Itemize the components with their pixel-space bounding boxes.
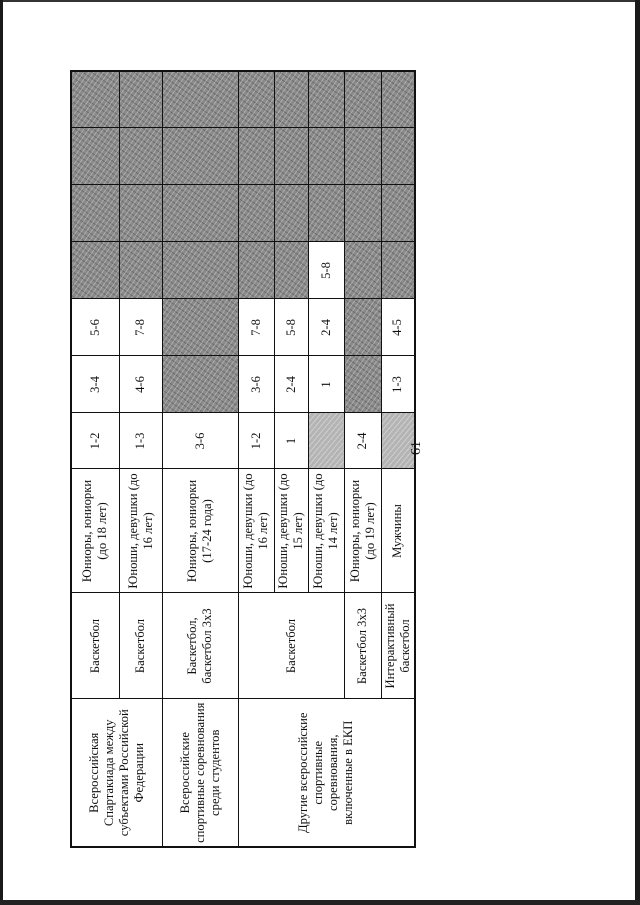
- value-cell: 3-6: [162, 413, 238, 469]
- shaded-cell: [344, 242, 381, 299]
- group-cell: Юноши, девушки (до 16 лет): [119, 469, 162, 593]
- shaded-cell: [381, 185, 415, 242]
- table-row: [238, 71, 274, 847]
- shaded-cell: [344, 185, 381, 242]
- shaded-cell: [162, 185, 238, 242]
- group-cell: Юноши, девушки (до 14 лет): [308, 469, 344, 593]
- shaded-cell: [274, 242, 308, 299]
- scan-edge-left: [0, 0, 3, 905]
- shaded-cell: [274, 128, 308, 185]
- value-cell: 7-8: [119, 299, 162, 356]
- value-cell: 4-5: [381, 299, 415, 356]
- shaded-cell: [119, 242, 162, 299]
- shaded-cell: [308, 185, 344, 242]
- shaded-cell: [238, 242, 274, 299]
- shaded-cell: [71, 185, 119, 242]
- sport-cell: Баскетбол: [71, 593, 119, 699]
- sport-cell: Баскетбол 3х3: [344, 593, 381, 699]
- event-cell: Другие всероссийские спортивные соревнования, включенные в ЕКП: [238, 699, 415, 847]
- shaded-cell: [238, 128, 274, 185]
- scan-edge-top: [0, 0, 640, 2]
- shaded-cell: [381, 71, 415, 128]
- rotated-table-container: [70, 72, 424, 848]
- group-cell: Юниоры, юниорки (до 19 лет): [344, 469, 381, 593]
- value-cell: 3-6: [238, 356, 274, 413]
- shaded-cell: [344, 356, 381, 413]
- value-cell: 2-4: [308, 299, 344, 356]
- value-cell: 1-3: [381, 356, 415, 413]
- sport-cell: Баскетбол: [238, 593, 344, 699]
- value-cell: 5-8: [274, 299, 308, 356]
- shaded-cell: [308, 413, 344, 469]
- value-cell: 1: [274, 413, 308, 469]
- shaded-cell: [344, 299, 381, 356]
- group-cell: Юноши, девушки (до 16 лет): [238, 469, 274, 593]
- value-cell: 7-8: [238, 299, 274, 356]
- value-cell: 2-4: [344, 413, 381, 469]
- value-cell: 4-6: [119, 356, 162, 413]
- shaded-cell: [308, 128, 344, 185]
- value-cell: 1-2: [238, 413, 274, 469]
- shaded-cell: [308, 71, 344, 128]
- group-cell: Юниоры, юниорки (17-24 года): [162, 469, 238, 593]
- value-cell: 3-4: [71, 356, 119, 413]
- sport-cell: Интерактивный баскетбол: [381, 593, 415, 699]
- sport-cell: Баскетбол, баскетбол 3х3: [162, 593, 238, 699]
- shaded-cell: [119, 185, 162, 242]
- shaded-cell: [344, 71, 381, 128]
- event-cell: Всероссийские спортивные соревнования среди студентов: [162, 699, 238, 847]
- value-cell: 1-3: [119, 413, 162, 469]
- table-row: [71, 71, 119, 847]
- shaded-cell: [162, 356, 238, 413]
- value-cell: 5-6: [71, 299, 119, 356]
- value-cell: 1-2: [71, 413, 119, 469]
- page-number: 61: [409, 441, 424, 455]
- shaded-cell: [119, 71, 162, 128]
- value-cell: 5-8: [308, 242, 344, 299]
- shaded-cell: [162, 299, 238, 356]
- shaded-cell: [162, 242, 238, 299]
- shaded-cell: [344, 128, 381, 185]
- shaded-cell: [71, 128, 119, 185]
- classification-table: [70, 70, 416, 848]
- shaded-cell: [238, 71, 274, 128]
- shaded-cell: [119, 128, 162, 185]
- shaded-cell: [162, 128, 238, 185]
- group-cell: Юниоры, юниорки (до 18 лет): [71, 469, 119, 593]
- shaded-cell: [381, 242, 415, 299]
- sport-cell: Баскетбол: [119, 593, 162, 699]
- value-cell: 2-4: [274, 356, 308, 413]
- shaded-cell: [381, 128, 415, 185]
- scan-edge-right: [635, 0, 640, 905]
- shaded-cell: [238, 185, 274, 242]
- scan-edge-bottom: [0, 900, 640, 905]
- shaded-cell: [71, 242, 119, 299]
- shaded-cell: [274, 71, 308, 128]
- value-cell: 1: [308, 356, 344, 413]
- shaded-cell: [162, 71, 238, 128]
- table-row: [162, 71, 238, 847]
- event-cell: Всероссийская Спартакиада между субъектами Российской Федерации: [71, 699, 162, 847]
- group-cell: Юноши, девушки (до 15 лет): [274, 469, 308, 593]
- group-cell: Мужчины: [381, 469, 415, 593]
- shaded-cell: [274, 185, 308, 242]
- shaded-cell: [71, 71, 119, 128]
